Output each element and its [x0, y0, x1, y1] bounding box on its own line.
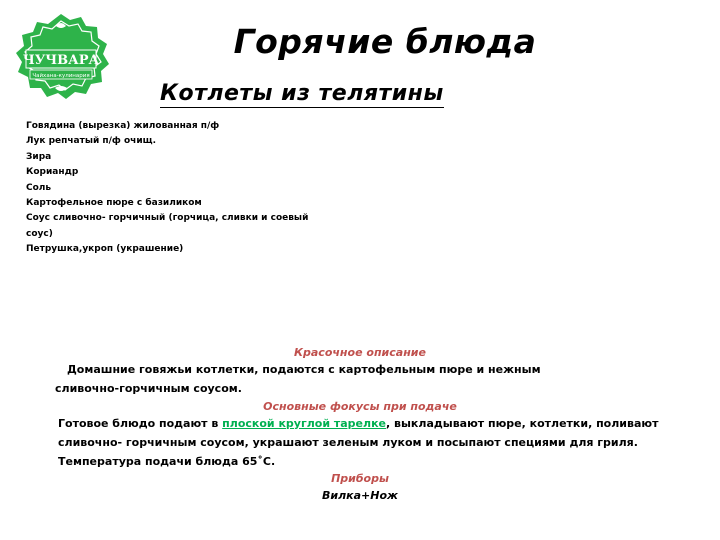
serving-text	[58, 414, 678, 471]
ingredient-item: Соль	[26, 182, 52, 193]
ingredient-item: Кориандр	[26, 167, 79, 178]
description-text	[55, 360, 675, 398]
logo-brand-text: ЧУЧВАРА	[22, 53, 100, 68]
logo	[8, 12, 114, 100]
serving-line-2: сливочно- горчичным соусом, украшают зеленым луком и посыпают специями для гриля.	[58, 436, 638, 449]
description-line-2: сливочно-горчичным соусом.	[55, 382, 242, 395]
logo-sub-text: Чайхана-кулинария	[32, 73, 90, 79]
logo-badge-icon	[8, 12, 114, 100]
page-title: Горячие блюда	[233, 22, 537, 61]
ingredient-item: соус)	[26, 228, 53, 239]
serving-heading: Основные фокусы при подаче	[263, 400, 457, 413]
cutlery-value: Вилка+Нож	[322, 489, 398, 502]
plate-link[interactable]: плоской круглой тарелке	[222, 417, 386, 430]
ingredient-item: Соус сливочно- горчичный (горчица, сливки и соевый	[26, 213, 309, 224]
dish-title: Котлеты из телятины	[160, 81, 444, 106]
ingredient-item: Лук репчатый п/ф очищ.	[26, 136, 156, 147]
ingredient-item: Картофельное пюре с базиликом	[26, 198, 202, 209]
serving-before-link: Готовое блюдо подают в	[58, 417, 223, 430]
description-line-1: Домашние говяжьи котлетки, подаются с картофельным пюре и нежным	[67, 363, 541, 376]
description-heading: Красочное описание	[294, 346, 426, 359]
ingredients-list	[26, 119, 326, 258]
ingredient-item: Говядина (вырезка) жилованная п/ф	[26, 121, 220, 131]
serving-after-link: , выкладывают пюре, котлетки, поливают	[386, 417, 659, 430]
cutlery-heading: Приборы	[331, 472, 389, 485]
ingredient-item: Зира	[26, 151, 52, 162]
ingredient-item: Петрушка,укроп (украшение)	[26, 244, 184, 255]
serving-temperature: Температура подачи блюда 65˚С.	[58, 455, 276, 468]
